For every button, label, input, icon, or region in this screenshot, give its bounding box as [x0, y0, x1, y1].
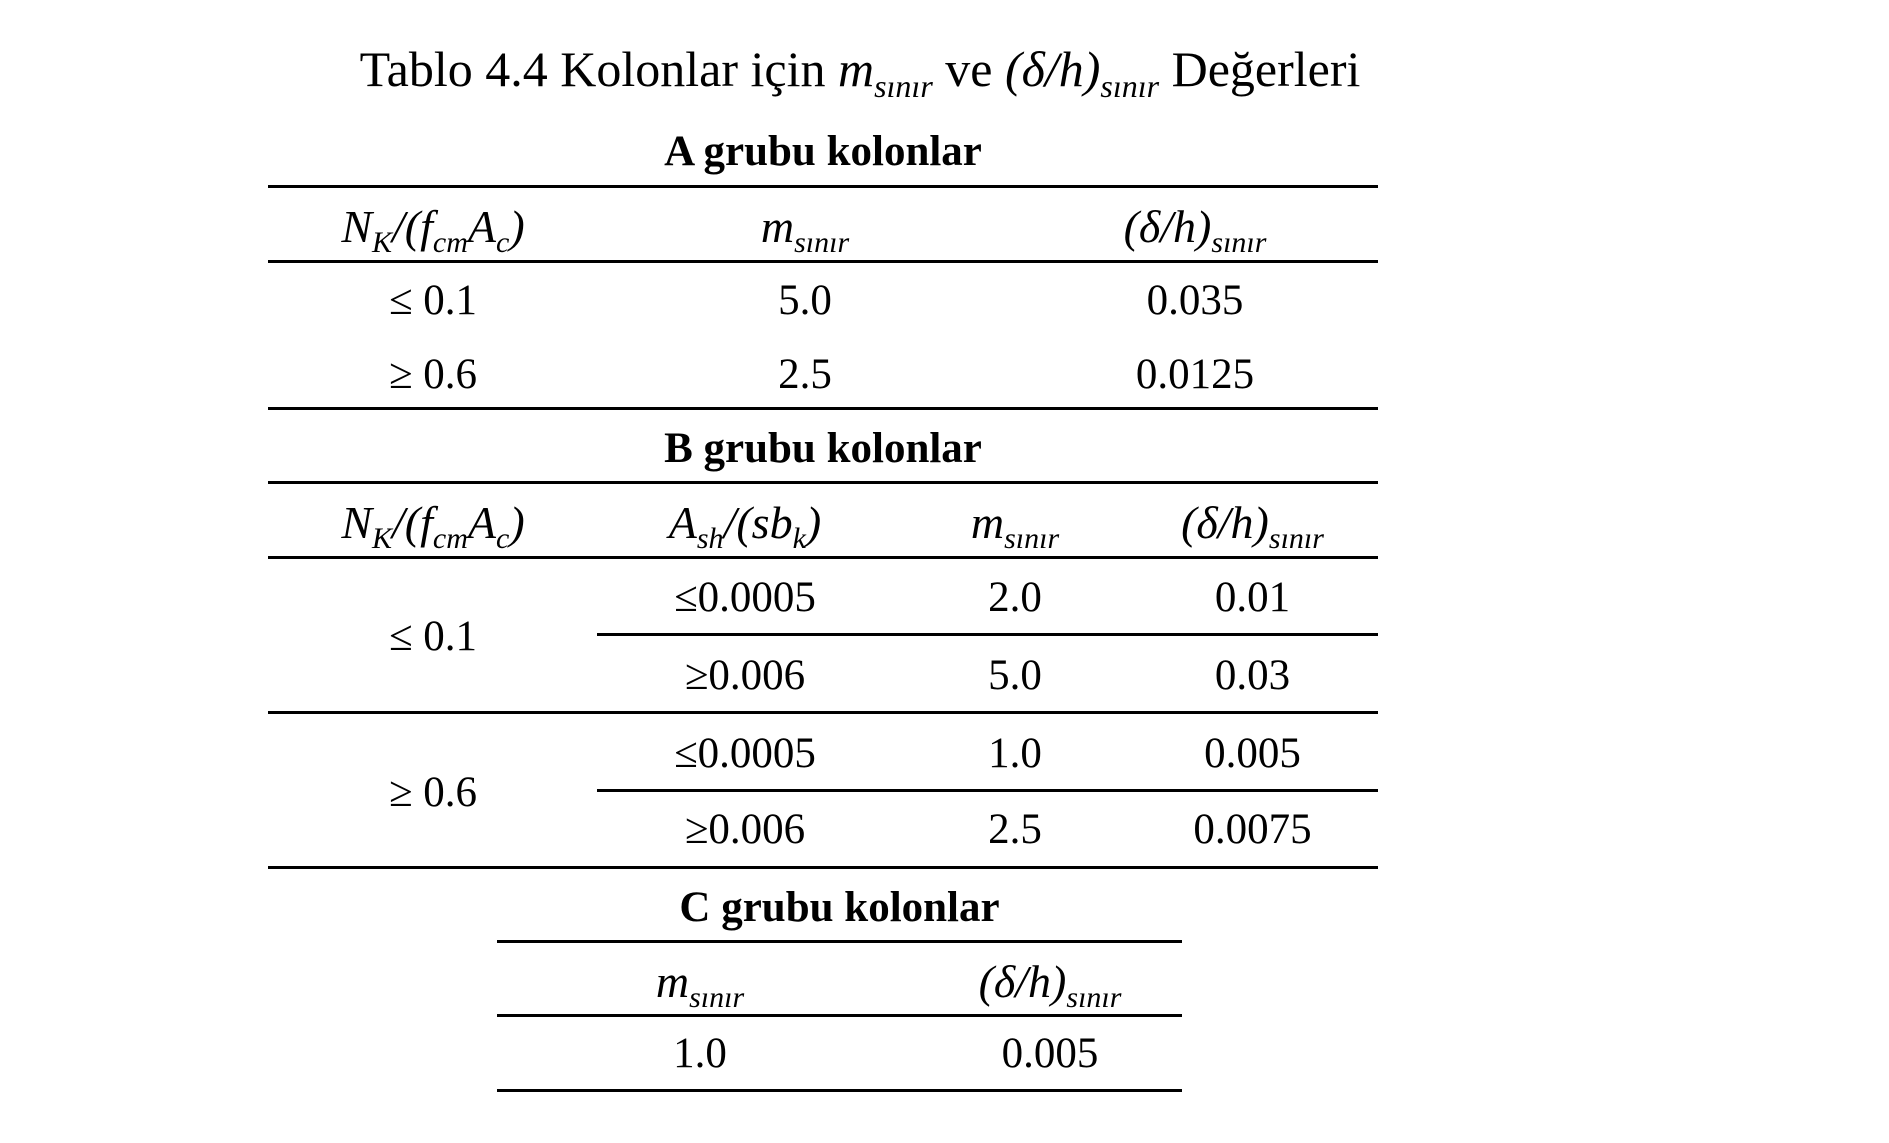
group-b-row1-m: 2.0 [988, 574, 1042, 621]
group-c-title: C grubu kolonlar [679, 884, 1000, 931]
group-b-inner-rule-1 [597, 633, 1378, 636]
group-a-row2-nk: ≥ 0.6 [388, 351, 478, 398]
group-a-title: A grubu kolonlar [664, 128, 982, 175]
group-a-row1-m: 5.0 [778, 277, 832, 324]
group-c-top-rule [497, 940, 1182, 943]
group-c-bottom-rule [497, 1089, 1182, 1092]
group-b-row2-dh: 0.03 [1214, 652, 1291, 699]
group-a-header-dh: $(\delta/h)_{sınır}$ [1123, 201, 1267, 260]
group-b-header-rule [268, 556, 1378, 559]
group-a-row1-dh: 0.035 [1146, 277, 1244, 324]
group-b-header-dh: $(\delta/h)_{sınır}$ [1181, 497, 1324, 556]
group-b-row2-ash: ≥0.006 [684, 652, 806, 699]
group-b-nk-2: ≥ 0.6 [388, 769, 478, 816]
group-a-row2-dh: 0.0125 [1135, 351, 1255, 398]
group-b-bottom-rule [268, 866, 1378, 869]
group-b-row4-dh: 0.0075 [1193, 806, 1312, 853]
caption-dh-symbol: $(\delta/h)_{sınır}$ [1004, 41, 1160, 104]
group-a-header-nk: $N_K/(f_{cm}A_c)$ [341, 201, 525, 260]
table-caption [300, 40, 1420, 105]
group-a-top-rule [268, 185, 1378, 188]
group-b-row4-ash: ≥0.006 [684, 806, 806, 853]
group-b-row3-ash: ≤0.0005 [674, 730, 816, 777]
group-b-header-m: $m_{sınır}$ [970, 497, 1060, 556]
caption-m-symbol: $m_{sınır}$ [837, 41, 933, 104]
group-a-header-rule [268, 260, 1378, 263]
group-a-row2-m: 2.5 [778, 351, 832, 398]
group-b-title: B grubu kolonlar [664, 425, 982, 472]
group-b-header-nk: $N_K/(f_{cm}A_c)$ [341, 497, 525, 556]
group-c-header-dh: $(\delta/h)_{sınır}$ [978, 956, 1122, 1015]
group-a-row1-nk: ≤ 0.1 [388, 277, 478, 324]
group-b-row3-m: 1.0 [988, 730, 1042, 777]
group-b-row4-m: 2.5 [988, 806, 1042, 853]
group-b-inner-rule-2 [597, 789, 1378, 792]
group-b-row3-dh: 0.005 [1204, 730, 1301, 777]
group-c-row1-dh: 0.005 [1001, 1030, 1099, 1077]
caption-ve: ve [945, 41, 993, 97]
group-a-header-m: $m_{sınır}$ [760, 201, 850, 260]
group-b-mid-rule [268, 711, 1378, 714]
group-b-top-rule [268, 481, 1378, 484]
caption-prefix: Tablo 4.4 Kolonlar için [359, 41, 826, 97]
group-c-row1-m: 1.0 [673, 1030, 727, 1077]
group-b-header-ash: $A_{sh}/(sb_k)$ [668, 497, 822, 556]
group-c-header-rule [497, 1014, 1182, 1017]
caption-suffix: Değerleri [1171, 41, 1361, 97]
group-b-row1-ash: ≤0.0005 [674, 574, 816, 621]
group-c-header-m: $m_{sınır}$ [655, 956, 745, 1015]
group-a-bottom-rule [268, 407, 1378, 410]
group-b-row2-m: 5.0 [988, 652, 1042, 699]
group-b-row1-dh: 0.01 [1214, 574, 1291, 621]
group-b-nk-1: ≤ 0.1 [388, 613, 478, 660]
